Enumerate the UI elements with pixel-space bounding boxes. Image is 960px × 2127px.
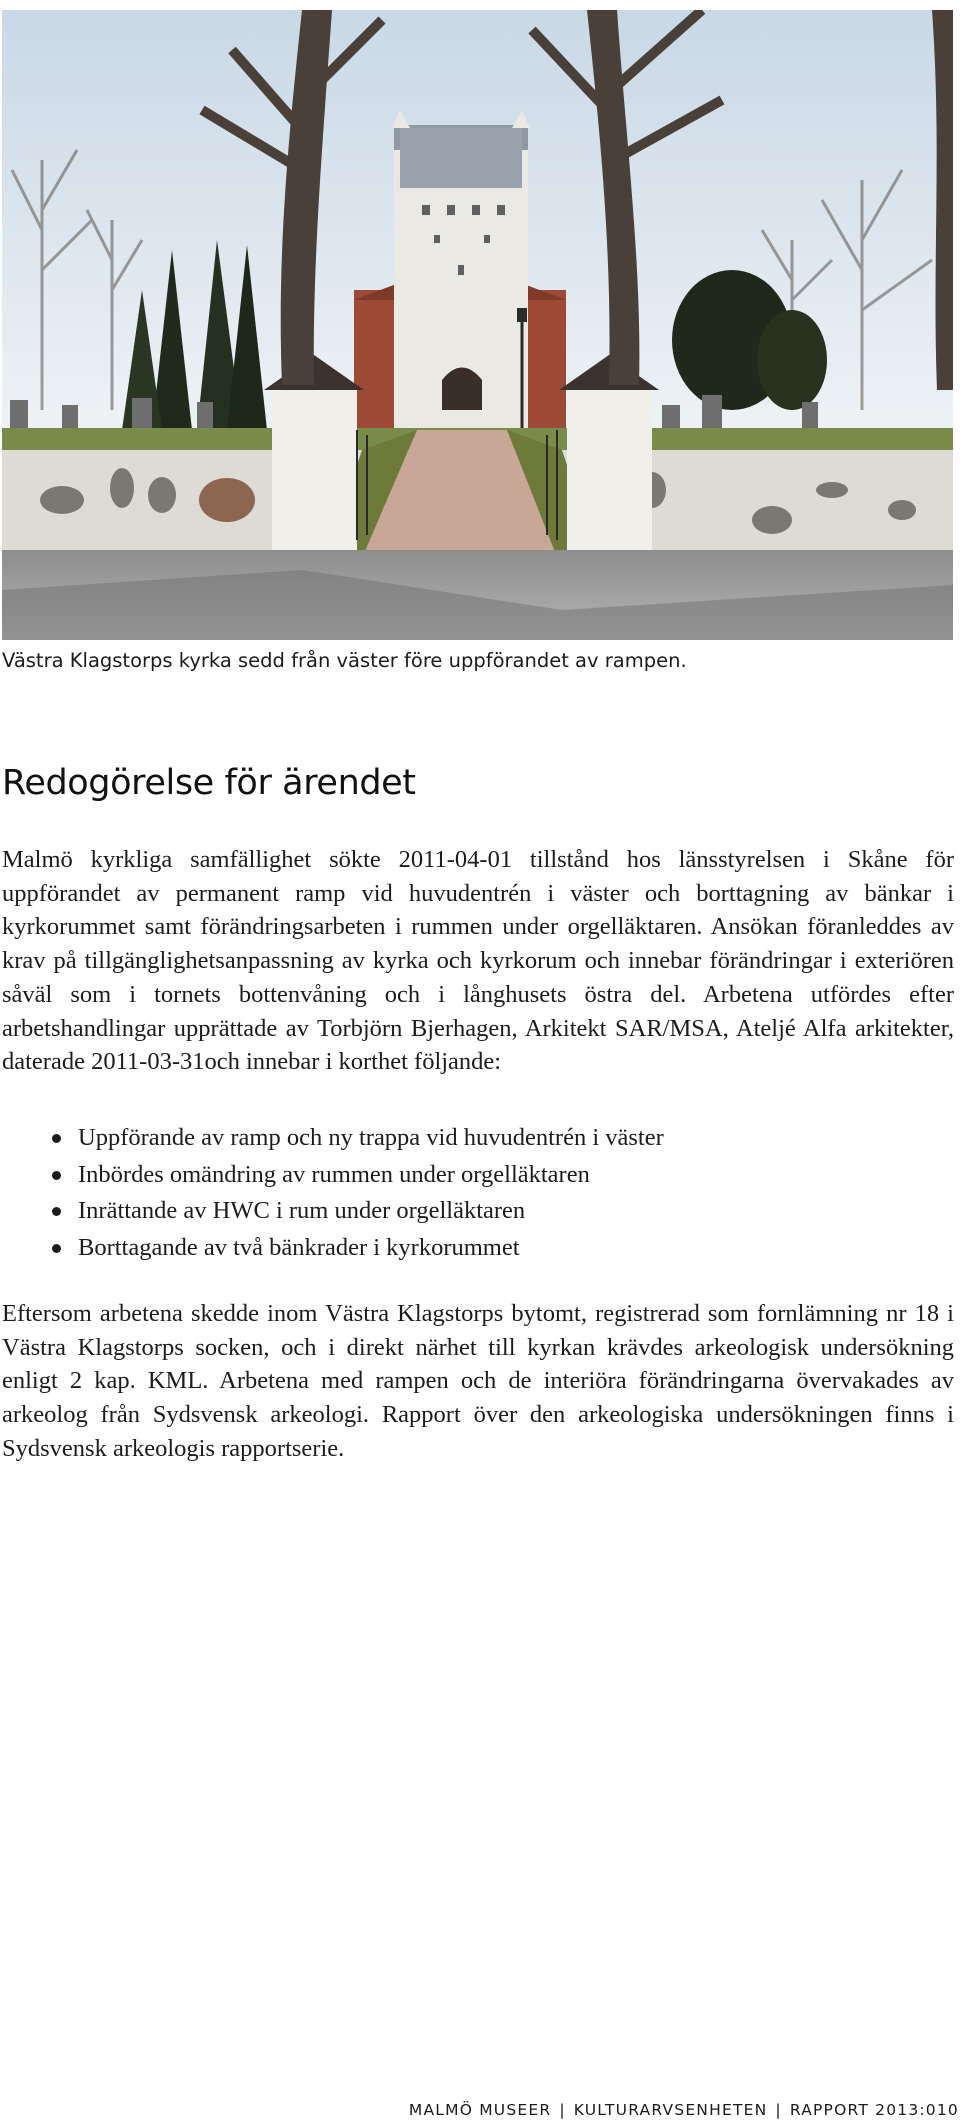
section-heading: Redogörelse för ärendet — [2, 763, 416, 803]
list-item — [52, 1193, 664, 1230]
list-item — [52, 1230, 664, 1267]
bullet-icon — [52, 1134, 61, 1143]
footer-org: MALMÖ MUSEER — [408, 2101, 552, 2119]
footer-separator: | — [559, 2101, 566, 2119]
figure-caption: Västra Klagstorps kyrka sedd från väster före uppförandet av rampen. — [2, 649, 687, 672]
footer-report: RAPPORT 2013:010 — [789, 2101, 959, 2119]
body-paragraph-1: Malmö kyrkliga samfällighet sökte 2011-04-01 tillstånd hos länsstyrelsen i Skåne för uppförandet av permanent ramp vid huvudentrén i väster och borttagning av bänkar i kyrkorummet samt förändringsarbeten i rummen under orgelläktaren. Ansökan föranleddes av krav på tillgänglighetsanpassning av kyrka och kyrkorum och innebar förändringar i exteriören såväl som i tornets bottenvåning och i långhusets östra del. Arbetena utfördes efter arbetshandlingar upprättade av Torbjörn Bjerhagen, Arkitekt SAR/MSA, Ateljé Alfa arkitekter, daterade 2011-03-31och innebar i korthet följande: — [2, 846, 954, 1076]
bullet-icon — [52, 1244, 61, 1253]
bullet-icon — [52, 1171, 61, 1180]
church-photo-illustration — [2, 10, 953, 640]
list-item — [52, 1120, 664, 1157]
list-item-text: Uppförande av ramp och ny trappa vid huvudentrén i väster — [78, 1124, 664, 1151]
church-photo — [2, 10, 953, 640]
list-item-text: Inbördes omändring av rummen under orgelläktaren — [78, 1160, 590, 1188]
list-item-text: Inrättande av HWC i rum under orgelläktaren — [78, 1197, 526, 1224]
footer-separator: | — [775, 2101, 782, 2119]
page-footer — [409, 2101, 959, 2119]
body-paragraph-2: Eftersom arbetena skedde inom Västra Klagstorps bytomt, registrerad som fornlämning nr 18 i Västra Klagstorps socken, och i direkt närhet till kyrkan krävdes arkeologisk undersökning enligt 2 kap. KML. Arbetena med rampen och de interiöra förändringarna övervakades av arkeolog från Sydsvensk arkeologi. Rapport över den arkeologiska undersökningen finns i Sydsvensk arkeologis rapportserie. — [2, 1300, 954, 1462]
list-item — [52, 1157, 664, 1194]
bullet-icon — [52, 1207, 61, 1216]
work-list — [52, 1120, 664, 1266]
list-item-text: Borttagande av två bänkrader i kyrkorummet — [78, 1233, 520, 1261]
footer-unit: KULTURARVSENHETEN — [573, 2101, 768, 2119]
